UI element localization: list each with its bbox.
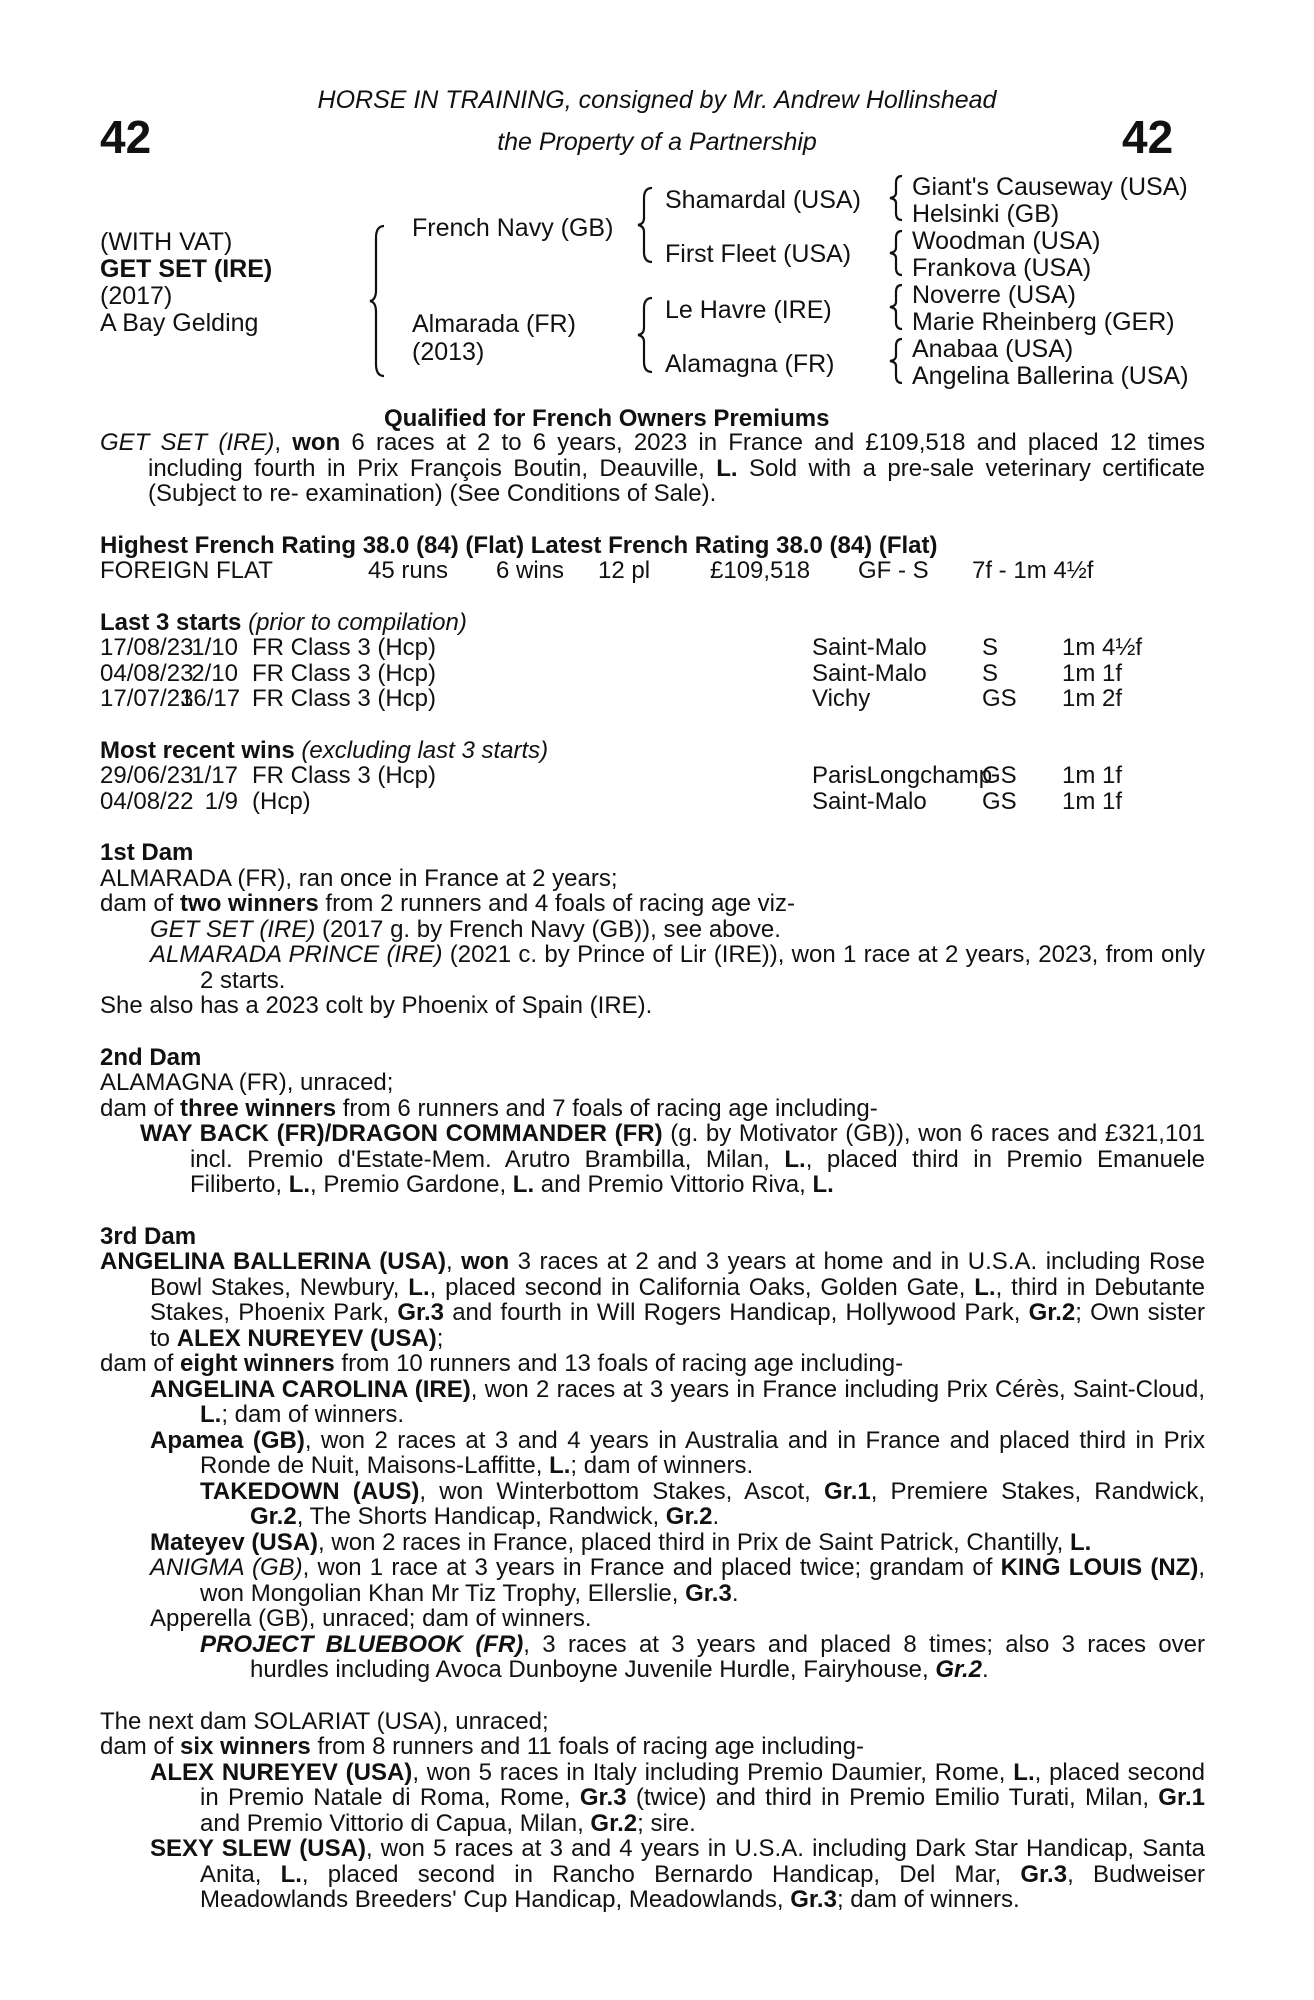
cell-race: (Hcp)	[252, 787, 311, 815]
cell-course: Saint-Malo	[812, 787, 927, 815]
cell-pos: 2/10	[191, 659, 238, 687]
cell-date: 04/08/23	[100, 659, 194, 687]
next-dam-line: The next dam SOLARIAT (USA), unraced;	[100, 1707, 549, 1735]
lot-number-left: 42	[100, 111, 152, 163]
great-grandparent-2: Helsinki (GB)	[912, 200, 1060, 228]
dam-dam: Alamagna (FR)	[665, 350, 835, 378]
horse-name: GET SET (IRE)	[100, 255, 273, 283]
summary-paragraph: GET SET (IRE), won 6 races at 2 to 6 years, 2023 in France and £109,518 and placed 12 times including fourth in Prix François Boutin, Deauville, L. Sold with a pre-sale veterinary certificate (Subject to re- examination) (See Conditions of Sale).	[100, 429, 1205, 507]
cell-going: GS	[982, 787, 1017, 815]
last-start-row	[100, 635, 1205, 661]
cell-dist: 1m 1f	[1062, 659, 1123, 687]
cell-course: Saint-Malo	[812, 659, 927, 687]
pedigree-brace-sire	[636, 186, 656, 266]
page-subtitle: the Property of a Partnership	[497, 128, 817, 156]
cell-date: 17/07/23	[100, 685, 194, 712]
cell-date: 04/08/22	[100, 787, 194, 815]
catalogue-body: GET SET (IRE), won 6 races at 2 to 6 years, 2023 in France and £109,518 and placed 12 times including fourth in Prix François Boutin, Deauville, L. Sold with a pre-sale veterinary certificate (Subject to re- examination) (See Conditions of Sale). Highest French Rating 38.0 (84) (Flat) Latest French Rating 38.0 (84) (Flat) FOREIGN FLAT 45 runs 6 wins 12 pl £109,518 GF - S 7f - 1m 4½f Last 3 starts (prior to compilation) 17/08/23 1/10 FR Class 3 (Hcp) Saint-Malo S 1m 4½f 04/08/23 2/10 FR Class 3 (Hcp) Saint-Malo S 1m 1f 17/07/23 16/17 FR Class 3 (Hcp) Vichy GS 1m 2f Most recent wins (excluding last 3 starts) 29/06/23 1/17 FR Class 3 (Hcp) ParisLongchamp GS 1m 1f 04/08/22 1/9 (Hcp) Saint-Malo GS 1m 1f 1st Dam ALMARADA (FR), ran once in France at 2 years; dam of two winners from 2 runners and 4 foals of racing age viz- GET SET (IRE) (2017 g. by French Navy (GB)), see above. ALMARADA PRINCE (IRE) (2021 c. by Prince of Lir (IRE)), won 1 race at 2 years, 2023, from only 2 starts. She also has a 2023 colt by Phoenix of Spain (IRE). 2nd Dam ALAMAGNA (FR), unraced; dam of three winners from 6 runners and 7 foals of racing age including- WAY BACK (FR)/DRAGON COMMANDER (FR) (g. by Motivator (GB)), won 6 races and £321,101 incl. Premio d'Estate-Mem. Arutro Brambilla, Milan, L., placed third in Premio Emanuele Filiberto, L., Premio Gardone, L. and Premio Vittorio Riva, L. 3rd Dam ANGELINA BALLERINA (USA), won 3 races at 2 and 3 years at home and in U.S.A. including Rose Bowl Stakes, Newbury, L., placed second in California Oaks, Golden Gate, L., third in Debutante Stakes, Phoenix Park, Gr.3 and fourth in Will Rogers Handicap, Hollywood Park, Gr.2; Own sister to ALEX NUREYEV (USA); dam of eight winners from 10 runners and 13 foals of racing age including- ANGELINA CAROLINA (IRE), won 2 races at 3 years in France including Prix Cérès, Saint-Cloud, L.; dam of winners. Apamea (GB), won 2 races at 3 and 4 years in Australia and in France and placed third in Prix Ronde de Nuit, Maisons-Laffitte, L.; dam of winners. TAKEDOWN (AUS), won Winterbottom Stakes, Ascot, Gr.1, Premiere Stakes, Randwick, Gr.2, The Shorts Handicap, Randwick, Gr.2. Mateyev (USA), won 2 races in France, placed third in Prix de Saint Patrick, Chantilly, L. ANIGMA (GB), won 1 race at 3 years in France and placed twice; grandam of KING LOUIS (NZ), won Mongolian Khan Mr Tiz Trophy, Ellerslie, Gr.3. Apperella (GB), unraced; dam of winners. PROJECT BLUEBOOK (FR), 3 races at 3 years and placed 8 times; also 3 races over hurdles including Avoca Dunboyne Juvenile Hurdle, Fairyhouse, Gr.2. The next dam SOLARIAT (USA), unraced; dam of six winners from 8 runners and 11 foals of racing age including- ALEX NUREYEV (USA), won 5 races in Italy including Premio Daumier, Rome, L., placed second in Premio Natale di Roma, Rome, Gr.3 (twice) and third in Premio Emilio Turati, Milan, Gr.1 and Premio Vittorio di Capua, Milan, Gr.2; sire. SEXY SLEW (USA), won 5 races at 3 and 4 years in U.S.A. including Dark Star Handicap, Santa Anita, L., placed second in Rancho Bernardo Handicap, Del Mar, Gr.3, Budweiser Meadowlands Breeders' Cup Handicap, Meadowlands, Gr.3; dam of winners.	[100, 429, 1206, 1913]
cell-course: Vichy	[812, 685, 871, 712]
cell-going: GS	[982, 762, 1017, 789]
recent-wins-table	[100, 763, 1205, 814]
cell-going: GS	[982, 685, 1017, 712]
cell-dist: 1m 2f	[1062, 685, 1123, 712]
lot-number-right: 42	[1122, 111, 1174, 163]
cell-dist: 1m 1f	[1062, 787, 1123, 815]
rating-line: Highest French Rating 38.0 (84) (Flat) Latest French Rating 38.0 (84) (Flat)	[100, 531, 938, 559]
cell-pos: 1/10	[191, 634, 238, 661]
great-grandparent-3: Woodman (USA)	[912, 227, 1101, 255]
cell-race: FR Class 3 (Hcp)	[252, 685, 437, 712]
recent-win-row	[100, 763, 1205, 789]
last-start-row	[100, 686, 1205, 712]
cell-dist: 1m 4½f	[1062, 634, 1143, 661]
dam-sire: Le Havre (IRE)	[665, 296, 832, 324]
pedigree-brace-dam	[636, 296, 656, 376]
third-dam-heading: 3rd Dam	[100, 1222, 197, 1250]
first-dam-heading: 1st Dam	[100, 839, 194, 866]
great-grandparent-5: Noverre (USA)	[912, 281, 1076, 309]
horse-year: (2017)	[100, 282, 173, 310]
last-three-heading: Last 3 starts (prior to compilation)	[100, 608, 467, 636]
second-dam-heading: 2nd Dam	[100, 1043, 202, 1071]
vat-label: (WITH VAT)	[100, 228, 233, 256]
qualified-note: Qualified for French Owners Premiums	[384, 405, 830, 432]
dam-year: (2013)	[412, 338, 485, 366]
cell-pos: 1/17	[191, 762, 238, 789]
great-grandparent-4: Frankova (USA)	[912, 254, 1092, 282]
pedigree-brace-g1	[888, 174, 906, 224]
sire-name: French Navy (GB)	[412, 214, 614, 242]
sire-dam: First Fleet (USA)	[665, 240, 852, 268]
recent-wins-heading: Most recent wins (excluding last 3 starts)	[100, 736, 549, 764]
recent-win-row	[100, 789, 1205, 815]
page-title: HORSE IN TRAINING, consigned by Mr. Andrew Hollinshead	[317, 86, 997, 114]
cell-pos: 16/17	[180, 685, 241, 712]
cell-date: 29/06/23	[100, 762, 194, 789]
summary-horse-name: GET SET (IRE)	[100, 429, 275, 456]
pedigree-brace-main	[368, 224, 388, 379]
cell-date: 17/08/23	[100, 634, 194, 661]
cell-race: FR Class 3 (Hcp)	[252, 762, 437, 789]
horse-description: A Bay Gelding	[100, 309, 259, 337]
great-grandparent-8: Angelina Ballerina (USA)	[912, 362, 1189, 390]
last-three-table	[100, 635, 1205, 712]
great-grandparent-1: Giant's Causeway (USA)	[912, 173, 1188, 201]
dam-name: Almarada (FR)	[412, 310, 576, 338]
cell-race: FR Class 3 (Hcp)	[252, 659, 437, 687]
form-summary: FOREIGN FLAT 45 runs 6 wins 12 pl £109,518 GF - S 7f - 1m 4½f	[100, 557, 1094, 584]
great-grandparent-6: Marie Rheinberg (GER)	[912, 308, 1175, 336]
last-start-row	[100, 661, 1205, 687]
pedigree-brace-g4	[888, 337, 906, 387]
cell-course: ParisLongchamp	[812, 762, 993, 789]
great-grandparent-7: Anabaa (USA)	[912, 335, 1074, 363]
cell-dist: 1m 1f	[1062, 762, 1123, 789]
cell-course: Saint-Malo	[812, 634, 927, 661]
pedigree-brace-g2	[888, 229, 906, 279]
cell-going: S	[982, 659, 999, 687]
pedigree-brace-g3	[888, 283, 906, 333]
cell-pos: 1/9	[204, 787, 238, 815]
cell-going: S	[982, 634, 999, 661]
cell-race: FR Class 3 (Hcp)	[252, 634, 437, 661]
sire-sire: Shamardal (USA)	[665, 186, 861, 214]
